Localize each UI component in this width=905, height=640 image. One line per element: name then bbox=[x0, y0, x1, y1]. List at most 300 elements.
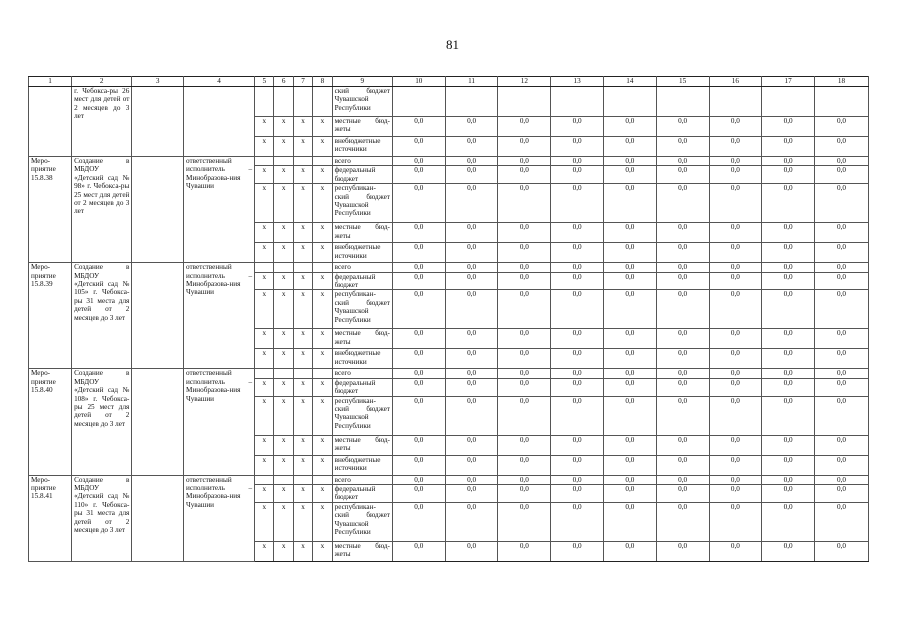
amount-cell: 0,0 bbox=[551, 272, 604, 290]
x-mark: x bbox=[313, 243, 332, 263]
x-mark: x bbox=[274, 166, 293, 184]
x-mark: x bbox=[313, 117, 332, 137]
amount-cell: 0,0 bbox=[551, 475, 604, 484]
measure-object: Создание в МБДОУ «Детский сад № 105» г. Чебокса-ры 31 места для детей от 2 месяцев до 3 лет bbox=[72, 263, 132, 369]
x-mark: x bbox=[274, 455, 293, 475]
amount-cell: 0,0 bbox=[762, 184, 815, 223]
amount-cell: 0,0 bbox=[709, 502, 762, 541]
amount-cell: 0,0 bbox=[392, 166, 445, 184]
amount-cell: 0,0 bbox=[709, 272, 762, 290]
funding-source: всего bbox=[332, 475, 392, 484]
amount-cell: 0,0 bbox=[498, 455, 551, 475]
amount-cell: 0,0 bbox=[709, 475, 762, 484]
amount-cell: 0,0 bbox=[709, 435, 762, 455]
x-mark: x bbox=[274, 349, 293, 369]
amount-cell: 0,0 bbox=[762, 378, 815, 396]
amount-cell: 0,0 bbox=[445, 455, 498, 475]
x-mark: x bbox=[274, 223, 293, 243]
amount-cell: 0,0 bbox=[815, 243, 869, 263]
amount-cell: 0,0 bbox=[392, 329, 445, 349]
amount-cell: 0,0 bbox=[445, 184, 498, 223]
x-mark: x bbox=[313, 435, 332, 455]
amount-cell: 0,0 bbox=[709, 541, 762, 561]
amount-cell: 0,0 bbox=[498, 223, 551, 243]
x-mark: x bbox=[274, 435, 293, 455]
page-number: 81 bbox=[446, 37, 459, 52]
x-mark: x bbox=[255, 455, 274, 475]
amount-cell: 0,0 bbox=[445, 485, 498, 503]
amount-cell: 0,0 bbox=[603, 243, 656, 263]
amount-cell: 0,0 bbox=[445, 378, 498, 396]
amount-cell: 0,0 bbox=[815, 166, 869, 184]
table-cell bbox=[313, 157, 332, 166]
amount-cell: 0,0 bbox=[498, 290, 551, 329]
x-mark: x bbox=[313, 378, 332, 396]
table-cell bbox=[132, 157, 184, 263]
table-cell bbox=[255, 475, 274, 484]
table-cell bbox=[274, 157, 293, 166]
amount-cell: 0,0 bbox=[815, 475, 869, 484]
x-mark: x bbox=[293, 435, 312, 455]
amount-cell: 0,0 bbox=[603, 166, 656, 184]
column-header: 3 bbox=[132, 77, 184, 87]
x-mark: x bbox=[293, 243, 312, 263]
measure-label: Меро-приятие 15.8.39 bbox=[29, 263, 72, 369]
table-cell bbox=[132, 263, 184, 369]
column-header: 1 bbox=[29, 77, 72, 87]
amount-cell: 0,0 bbox=[498, 541, 551, 561]
amount-cell: 0,0 bbox=[603, 485, 656, 503]
amount-cell: 0,0 bbox=[603, 475, 656, 484]
x-mark: x bbox=[293, 541, 312, 561]
amount-cell: 0,0 bbox=[445, 223, 498, 243]
amount-cell: 0,0 bbox=[603, 541, 656, 561]
amount-cell: 0,0 bbox=[656, 349, 709, 369]
table-row bbox=[29, 369, 869, 378]
amount-cell: 0,0 bbox=[498, 184, 551, 223]
x-mark: x bbox=[274, 329, 293, 349]
amount-cell: 0,0 bbox=[815, 502, 869, 541]
x-mark: x bbox=[255, 243, 274, 263]
amount-cell: 0,0 bbox=[815, 485, 869, 503]
column-header: 10 bbox=[392, 77, 445, 87]
responsible-executor: ответственный исполнитель – Минобразова-ния Чувашии bbox=[184, 369, 255, 475]
x-mark: x bbox=[255, 166, 274, 184]
amount-cell: 0,0 bbox=[815, 223, 869, 243]
amount-cell: 0,0 bbox=[551, 223, 604, 243]
amount-cell: 0,0 bbox=[709, 157, 762, 166]
x-mark: x bbox=[255, 396, 274, 435]
table-cell bbox=[255, 263, 274, 272]
amount-cell: 0,0 bbox=[603, 263, 656, 272]
amount-cell: 0,0 bbox=[392, 541, 445, 561]
table-cell bbox=[313, 369, 332, 378]
x-mark: x bbox=[255, 117, 274, 137]
amount-cell: 0,0 bbox=[392, 396, 445, 435]
amount-cell: 0,0 bbox=[551, 369, 604, 378]
amount-cell: 0,0 bbox=[709, 117, 762, 137]
amount-cell: 0,0 bbox=[445, 329, 498, 349]
x-mark: x bbox=[293, 166, 312, 184]
amount-cell: 0,0 bbox=[762, 272, 815, 290]
x-mark: x bbox=[255, 290, 274, 329]
x-mark: x bbox=[293, 290, 312, 329]
amount-cell: 0,0 bbox=[709, 455, 762, 475]
amount-cell: 0,0 bbox=[498, 378, 551, 396]
amount-cell: 0,0 bbox=[709, 485, 762, 503]
table-row bbox=[29, 157, 869, 166]
amount-cell: 0,0 bbox=[392, 184, 445, 223]
amount-cell: 0,0 bbox=[445, 541, 498, 561]
amount-cell: 0,0 bbox=[815, 290, 869, 329]
amount-cell: 0,0 bbox=[445, 396, 498, 435]
x-mark: x bbox=[274, 541, 293, 561]
amount-cell bbox=[551, 87, 604, 117]
amount-cell: 0,0 bbox=[498, 485, 551, 503]
amount-cell: 0,0 bbox=[603, 157, 656, 166]
table-cell bbox=[132, 369, 184, 475]
x-mark: x bbox=[293, 137, 312, 157]
x-mark: x bbox=[274, 243, 293, 263]
amount-cell: 0,0 bbox=[709, 243, 762, 263]
table-cell bbox=[313, 475, 332, 484]
funding-source: внебюджетные источники bbox=[332, 137, 392, 157]
funding-source: местные бюд-жеты bbox=[332, 329, 392, 349]
amount-cell: 0,0 bbox=[551, 137, 604, 157]
measure-label: Меро-приятие 15.8.38 bbox=[29, 157, 72, 263]
x-mark: x bbox=[293, 396, 312, 435]
amount-cell bbox=[656, 87, 709, 117]
amount-cell: 0,0 bbox=[656, 223, 709, 243]
x-mark: x bbox=[293, 378, 312, 396]
amount-cell: 0,0 bbox=[498, 272, 551, 290]
table-cell bbox=[293, 263, 312, 272]
amount-cell: 0,0 bbox=[762, 502, 815, 541]
amount-cell: 0,0 bbox=[445, 475, 498, 484]
amount-cell: 0,0 bbox=[656, 475, 709, 484]
amount-cell: 0,0 bbox=[498, 369, 551, 378]
measure-object: г. Чебокса-ры 26 мест для детей от 2 месяцев до 3 лет bbox=[72, 87, 132, 157]
amount-cell: 0,0 bbox=[392, 263, 445, 272]
x-mark: x bbox=[274, 272, 293, 290]
amount-cell: 0,0 bbox=[762, 369, 815, 378]
funding-source: федеральный бюджет bbox=[332, 378, 392, 396]
amount-cell: 0,0 bbox=[762, 166, 815, 184]
column-header: 2 bbox=[72, 77, 132, 87]
amount-cell: 0,0 bbox=[498, 475, 551, 484]
amount-cell: 0,0 bbox=[762, 541, 815, 561]
amount-cell: 0,0 bbox=[656, 272, 709, 290]
x-mark: x bbox=[293, 117, 312, 137]
amount-cell: 0,0 bbox=[815, 349, 869, 369]
amount-cell: 0,0 bbox=[603, 117, 656, 137]
amount-cell: 0,0 bbox=[392, 117, 445, 137]
amount-cell: 0,0 bbox=[762, 157, 815, 166]
x-mark: x bbox=[274, 290, 293, 329]
table-cell bbox=[132, 475, 184, 561]
measure-label: Меро-приятие 15.8.40 bbox=[29, 369, 72, 475]
amount-cell bbox=[815, 87, 869, 117]
amount-cell: 0,0 bbox=[445, 137, 498, 157]
amount-cell: 0,0 bbox=[762, 349, 815, 369]
amount-cell: 0,0 bbox=[656, 263, 709, 272]
column-header: 12 bbox=[498, 77, 551, 87]
table-row bbox=[29, 263, 869, 272]
amount-cell: 0,0 bbox=[815, 329, 869, 349]
column-header: 7 bbox=[293, 77, 312, 87]
amount-cell: 0,0 bbox=[603, 137, 656, 157]
amount-cell: 0,0 bbox=[656, 435, 709, 455]
funding-source: местные бюд-жеты bbox=[332, 435, 392, 455]
amount-cell: 0,0 bbox=[815, 137, 869, 157]
amount-cell: 0,0 bbox=[709, 396, 762, 435]
column-header: 18 bbox=[815, 77, 869, 87]
amount-cell: 0,0 bbox=[392, 272, 445, 290]
amount-cell: 0,0 bbox=[392, 485, 445, 503]
x-mark: x bbox=[274, 117, 293, 137]
table-cell bbox=[293, 475, 312, 484]
table-cell bbox=[255, 157, 274, 166]
responsible-executor bbox=[184, 87, 255, 157]
amount-cell: 0,0 bbox=[656, 117, 709, 137]
amount-cell bbox=[498, 87, 551, 117]
x-mark: x bbox=[313, 541, 332, 561]
funding-source: внебюджетные источники bbox=[332, 349, 392, 369]
amount-cell: 0,0 bbox=[603, 223, 656, 243]
column-header: 15 bbox=[656, 77, 709, 87]
funding-source: федеральный бюджет bbox=[332, 485, 392, 503]
amount-cell: 0,0 bbox=[709, 137, 762, 157]
x-mark: x bbox=[274, 396, 293, 435]
amount-cell: 0,0 bbox=[498, 396, 551, 435]
funding-source: федеральный бюджет bbox=[332, 166, 392, 184]
table-row bbox=[29, 475, 869, 484]
amount-cell: 0,0 bbox=[551, 455, 604, 475]
amount-cell: 0,0 bbox=[762, 243, 815, 263]
amount-cell: 0,0 bbox=[551, 396, 604, 435]
amount-cell: 0,0 bbox=[445, 243, 498, 263]
amount-cell: 0,0 bbox=[603, 329, 656, 349]
x-mark: x bbox=[293, 272, 312, 290]
amount-cell: 0,0 bbox=[498, 329, 551, 349]
amount-cell: 0,0 bbox=[656, 502, 709, 541]
table-cell bbox=[255, 369, 274, 378]
amount-cell: 0,0 bbox=[603, 378, 656, 396]
funding-source: ский бюджет Чувашской Республики bbox=[332, 87, 392, 117]
amount-cell: 0,0 bbox=[656, 369, 709, 378]
amount-cell: 0,0 bbox=[709, 290, 762, 329]
amount-cell: 0,0 bbox=[445, 263, 498, 272]
amount-cell: 0,0 bbox=[815, 541, 869, 561]
amount-cell: 0,0 bbox=[709, 369, 762, 378]
funding-source: республикан-ский бюджет Чувашской Республики bbox=[332, 290, 392, 329]
x-mark: x bbox=[274, 137, 293, 157]
funding-source: местные бюд-жеты bbox=[332, 223, 392, 243]
amount-cell: 0,0 bbox=[498, 157, 551, 166]
x-mark: x bbox=[313, 166, 332, 184]
funding-source: всего bbox=[332, 369, 392, 378]
amount-cell: 0,0 bbox=[656, 455, 709, 475]
amount-cell: 0,0 bbox=[815, 378, 869, 396]
amount-cell: 0,0 bbox=[392, 475, 445, 484]
x-mark: x bbox=[313, 272, 332, 290]
amount-cell: 0,0 bbox=[656, 378, 709, 396]
funding-source: республикан-ский бюджет Чувашской Республики bbox=[332, 502, 392, 541]
amount-cell: 0,0 bbox=[551, 290, 604, 329]
amount-cell: 0,0 bbox=[815, 117, 869, 137]
amount-cell: 0,0 bbox=[762, 137, 815, 157]
amount-cell: 0,0 bbox=[551, 117, 604, 137]
funding-source: республикан-ский бюджет Чувашской Республики bbox=[332, 184, 392, 223]
amount-cell: 0,0 bbox=[551, 243, 604, 263]
x-mark: x bbox=[255, 223, 274, 243]
measure-object: Создание в МБДОУ «Детский сад № 110» г. Чебокса-ры 31 места для детей от 2 месяцев до 3 лет bbox=[72, 475, 132, 561]
x-mark: x bbox=[255, 184, 274, 223]
amount-cell: 0,0 bbox=[815, 157, 869, 166]
amount-cell bbox=[603, 87, 656, 117]
amount-cell: 0,0 bbox=[656, 184, 709, 223]
x-mark: x bbox=[255, 329, 274, 349]
amount-cell: 0,0 bbox=[551, 378, 604, 396]
x-mark: x bbox=[274, 502, 293, 541]
amount-cell: 0,0 bbox=[603, 396, 656, 435]
amount-cell: 0,0 bbox=[551, 502, 604, 541]
amount-cell: 0,0 bbox=[603, 272, 656, 290]
x-mark: x bbox=[293, 184, 312, 223]
x-mark: x bbox=[313, 485, 332, 503]
responsible-executor: ответственный исполнитель – Минобразова-ния Чувашии bbox=[184, 157, 255, 263]
x-mark: x bbox=[293, 349, 312, 369]
amount-cell: 0,0 bbox=[445, 349, 498, 369]
funding-source: местные бюд-жеты bbox=[332, 117, 392, 137]
x-mark: x bbox=[313, 223, 332, 243]
amount-cell: 0,0 bbox=[551, 435, 604, 455]
amount-cell: 0,0 bbox=[709, 263, 762, 272]
table-cell bbox=[313, 87, 332, 117]
amount-cell: 0,0 bbox=[392, 243, 445, 263]
x-mark: x bbox=[255, 541, 274, 561]
amount-cell: 0,0 bbox=[656, 290, 709, 329]
responsible-executor: ответственный исполнитель – Минобразова-ния Чувашии bbox=[184, 475, 255, 561]
x-mark: x bbox=[274, 378, 293, 396]
amount-cell: 0,0 bbox=[815, 184, 869, 223]
amount-cell: 0,0 bbox=[656, 329, 709, 349]
amount-cell: 0,0 bbox=[603, 435, 656, 455]
column-header: 9 bbox=[332, 77, 392, 87]
table-cell bbox=[132, 87, 184, 157]
amount-cell: 0,0 bbox=[603, 184, 656, 223]
amount-cell: 0,0 bbox=[445, 272, 498, 290]
amount-cell: 0,0 bbox=[603, 455, 656, 475]
amount-cell: 0,0 bbox=[656, 243, 709, 263]
amount-cell: 0,0 bbox=[445, 435, 498, 455]
measure-label: Меро-приятие 15.8.41 bbox=[29, 475, 72, 561]
amount-cell: 0,0 bbox=[392, 502, 445, 541]
amount-cell: 0,0 bbox=[392, 290, 445, 329]
amount-cell bbox=[445, 87, 498, 117]
amount-cell: 0,0 bbox=[815, 263, 869, 272]
amount-cell: 0,0 bbox=[762, 117, 815, 137]
amount-cell: 0,0 bbox=[551, 485, 604, 503]
amount-cell: 0,0 bbox=[498, 166, 551, 184]
column-header: 17 bbox=[762, 77, 815, 87]
amount-cell: 0,0 bbox=[445, 166, 498, 184]
amount-cell: 0,0 bbox=[815, 435, 869, 455]
column-header: 16 bbox=[709, 77, 762, 87]
amount-cell: 0,0 bbox=[656, 541, 709, 561]
amount-cell: 0,0 bbox=[392, 349, 445, 369]
column-header: 8 bbox=[313, 77, 332, 87]
amount-cell: 0,0 bbox=[656, 396, 709, 435]
amount-cell: 0,0 bbox=[762, 263, 815, 272]
amount-cell: 0,0 bbox=[445, 117, 498, 137]
amount-cell: 0,0 bbox=[392, 369, 445, 378]
x-mark: x bbox=[293, 455, 312, 475]
x-mark: x bbox=[293, 502, 312, 541]
table-cell bbox=[274, 369, 293, 378]
funding-source: всего bbox=[332, 263, 392, 272]
funding-source: федеральный бюджет bbox=[332, 272, 392, 290]
amount-cell: 0,0 bbox=[656, 157, 709, 166]
amount-cell: 0,0 bbox=[656, 137, 709, 157]
amount-cell: 0,0 bbox=[445, 290, 498, 329]
table-cell bbox=[313, 263, 332, 272]
amount-cell: 0,0 bbox=[498, 117, 551, 137]
column-header: 13 bbox=[551, 77, 604, 87]
x-mark: x bbox=[255, 349, 274, 369]
x-mark: x bbox=[313, 349, 332, 369]
column-header: 14 bbox=[603, 77, 656, 87]
amount-cell: 0,0 bbox=[603, 349, 656, 369]
amount-cell: 0,0 bbox=[709, 166, 762, 184]
table-cell bbox=[255, 87, 274, 117]
amount-cell: 0,0 bbox=[762, 485, 815, 503]
amount-cell: 0,0 bbox=[392, 455, 445, 475]
amount-cell: 0,0 bbox=[603, 502, 656, 541]
amount-cell: 0,0 bbox=[709, 378, 762, 396]
amount-cell: 0,0 bbox=[498, 435, 551, 455]
x-mark: x bbox=[255, 485, 274, 503]
x-mark: x bbox=[293, 329, 312, 349]
column-header: 11 bbox=[445, 77, 498, 87]
amount-cell: 0,0 bbox=[762, 290, 815, 329]
amount-cell: 0,0 bbox=[392, 378, 445, 396]
amount-cell bbox=[762, 87, 815, 117]
amount-cell: 0,0 bbox=[551, 541, 604, 561]
amount-cell: 0,0 bbox=[498, 243, 551, 263]
x-mark: x bbox=[313, 329, 332, 349]
measure-object: Создание в МБДОУ «Детский сад № 98» г. Чебокса-ры 25 мест для детей от 2 месяцев до 3 лет bbox=[72, 157, 132, 263]
x-mark: x bbox=[255, 272, 274, 290]
x-mark: x bbox=[293, 485, 312, 503]
amount-cell: 0,0 bbox=[445, 157, 498, 166]
x-mark: x bbox=[255, 137, 274, 157]
table-cell bbox=[293, 369, 312, 378]
table-cell bbox=[293, 87, 312, 117]
amount-cell: 0,0 bbox=[551, 349, 604, 369]
amount-cell: 0,0 bbox=[551, 166, 604, 184]
amount-cell: 0,0 bbox=[762, 223, 815, 243]
x-mark: x bbox=[313, 502, 332, 541]
budget-table bbox=[28, 76, 869, 562]
amount-cell: 0,0 bbox=[762, 435, 815, 455]
amount-cell: 0,0 bbox=[603, 290, 656, 329]
x-mark: x bbox=[313, 455, 332, 475]
amount-cell: 0,0 bbox=[762, 455, 815, 475]
funding-source: внебюджетные источники bbox=[332, 455, 392, 475]
column-header: 5 bbox=[255, 77, 274, 87]
amount-cell bbox=[709, 87, 762, 117]
